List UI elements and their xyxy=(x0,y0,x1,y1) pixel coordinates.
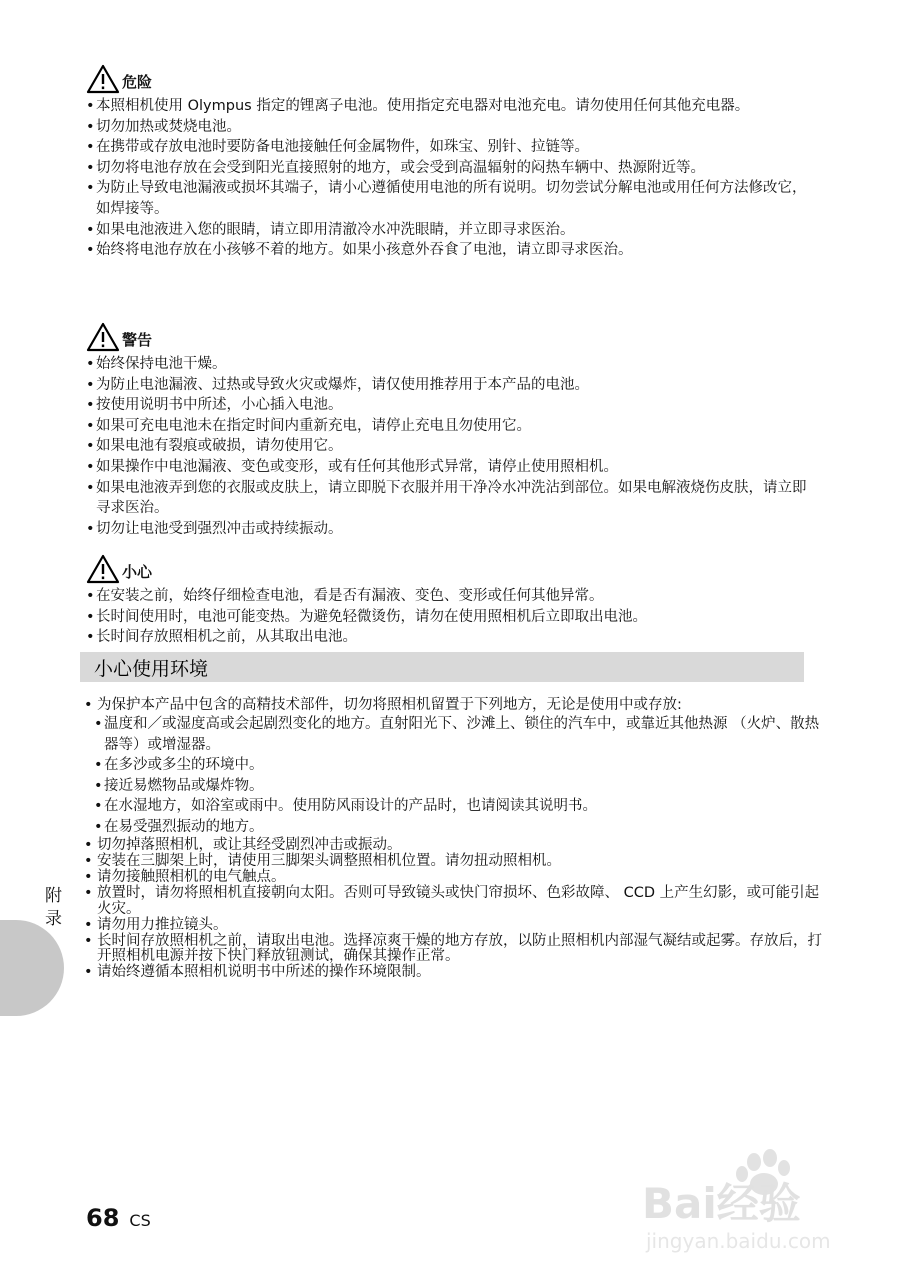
sub-list-item: • 在水湿地方，如浴室或雨中。使用防风雨设计的产品时，也请阅读其说明书。 xyxy=(84,796,824,817)
list-item: • 始终将电池存放在小孩够不着的地方。如果小孩意外吞食了电池，请立即寻求医治。 xyxy=(86,240,816,261)
list-item: • 请勿用力推拉镜头。 xyxy=(84,918,824,934)
language-code: CS xyxy=(129,1211,151,1230)
list-item: • 切勿让电池受到强烈冲击或持续振动。 xyxy=(86,519,816,540)
list-item: • 如果电池液弄到您的衣服或皮肤上，请立即脱下衣服并用干净冷水冲洗沾到部位。如果电解液烧伤皮肤，请立即寻求医治。 xyxy=(86,478,816,519)
list-item: • 为防止导致电池漏液或损坏其端子，请小心遵循使用电池的所有说明。切勿尝试分解电池或用任何方法修改它，如焊接等。 xyxy=(86,178,816,219)
danger-title: 危险 xyxy=(122,73,153,91)
caution-title: 小心 xyxy=(122,563,153,581)
list-item: • 长时间存放照相机之前，请取出电池。选择凉爽干燥的地方存放，以防止照相机内部湿气凝结或起雾。存放后，打开照相机电源并按下快门释放钮测试，确保其操作正常。 xyxy=(84,934,824,965)
environment-title: 小心使用环境 xyxy=(94,657,209,680)
list-item: • 本照相机使用 Olympus 指定的锂离子电池。使用指定充电器对电池充电。请勿使用任何其他充电器。 xyxy=(86,96,816,117)
side-tab-label: 附录 xyxy=(41,886,61,932)
list-item: • 放置时，请勿将照相机直接朝向太阳。否则可导致镜头或快门帘损坏、色彩故障、 CCD 上产生幻影，或可能引起火灾。 xyxy=(84,886,824,917)
warning-list xyxy=(86,354,816,539)
list-item: • 切勿加热或焚烧电池。 xyxy=(86,117,816,138)
side-tab xyxy=(0,920,64,1016)
danger-list xyxy=(86,96,816,261)
list-item: • 长时间使用时，电池可能变热。为避免轻微烫伤，请勿在使用照相机后立即取出电池。 xyxy=(86,607,816,628)
list-item: • 请始终遵循本照相机说明书中所述的操作环境限制。 xyxy=(84,965,824,981)
sub-list-item: • 在多沙或多尘的环境中。 xyxy=(84,755,824,776)
list-item: • 在安装之前，始终仔细检查电池，看是否有漏液、变色、变形或任何其他异常。 xyxy=(86,586,816,607)
sub-list-item: • 在易受强烈振动的地方。 xyxy=(84,817,824,838)
watermark-brand: Bai经验 xyxy=(642,1179,801,1228)
warning-triangle-icon xyxy=(86,554,120,584)
sub-list-item: • 温度和／或湿度高或会起剧烈变化的地方。直射阳光下、沙滩上、锁住的汽车中，或靠近其他热源 （火炉、散热器等）或增湿器。 xyxy=(84,714,824,755)
list-item: • 请勿接触照相机的电气触点。 xyxy=(84,870,824,886)
list-item: • 为防止电池漏液、过热或导致火灾或爆炸，请仅使用推荐用于本产品的电池。 xyxy=(86,375,816,396)
danger-header xyxy=(86,64,816,94)
page-number: 68 xyxy=(86,1204,120,1232)
warning-header xyxy=(86,322,816,352)
list-item: • 安装在三脚架上时，请使用三脚架头调整照相机位置。请勿扭动照相机。 xyxy=(84,854,824,870)
environment-heading-bar xyxy=(80,652,804,682)
page-footer xyxy=(86,1204,151,1232)
warning-triangle-icon xyxy=(86,64,120,94)
sub-list-item: • 接近易燃物品或爆炸物。 xyxy=(84,776,824,797)
watermark-url: jingyan.baidu.com xyxy=(646,1229,831,1253)
list-item: • 切勿将电池存放在会受到阳光直接照射的地方，或会受到高温辐射的闷热车辆中、热源附近等。 xyxy=(86,158,816,179)
environment-list xyxy=(84,698,824,982)
caution-header xyxy=(86,554,816,584)
baidu-watermark-logo xyxy=(642,1136,842,1256)
warning-section xyxy=(86,322,816,539)
list-item: • 按使用说明书中所述，小心插入电池。 xyxy=(86,395,816,416)
list-item: • 为保护本产品中包含的高精技术部件，切勿将照相机留置于下列地方，无论是使用中或存放: xyxy=(84,698,824,714)
warning-triangle-icon xyxy=(86,322,120,352)
danger-section xyxy=(86,64,816,261)
list-item: • 如果电池液进入您的眼睛，请立即用清澈冷水冲洗眼睛，并立即寻求医治。 xyxy=(86,220,816,241)
caution-list xyxy=(86,586,816,648)
caution-section xyxy=(86,554,816,648)
list-item: • 始终保持电池干燥。 xyxy=(86,354,816,375)
list-item: • 如果可充电电池未在指定时间内重新充电，请停止充电且勿使用它。 xyxy=(86,416,816,437)
list-item: • 切勿掉落照相机，或让其经受剧烈冲击或振动。 xyxy=(84,838,824,854)
warning-title: 警告 xyxy=(122,331,153,349)
list-item: • 在携带或存放电池时要防备电池接触任何金属物件，如珠宝、别针、拉链等。 xyxy=(86,137,816,158)
list-item: • 长时间存放照相机之前，从其取出电池。 xyxy=(86,627,816,648)
list-item: • 如果电池有裂痕或破损，请勿使用它。 xyxy=(86,436,816,457)
list-item: • 如果操作中电池漏液、变色或变形，或有任何其他形式异常，请停止使用照相机。 xyxy=(86,457,816,478)
